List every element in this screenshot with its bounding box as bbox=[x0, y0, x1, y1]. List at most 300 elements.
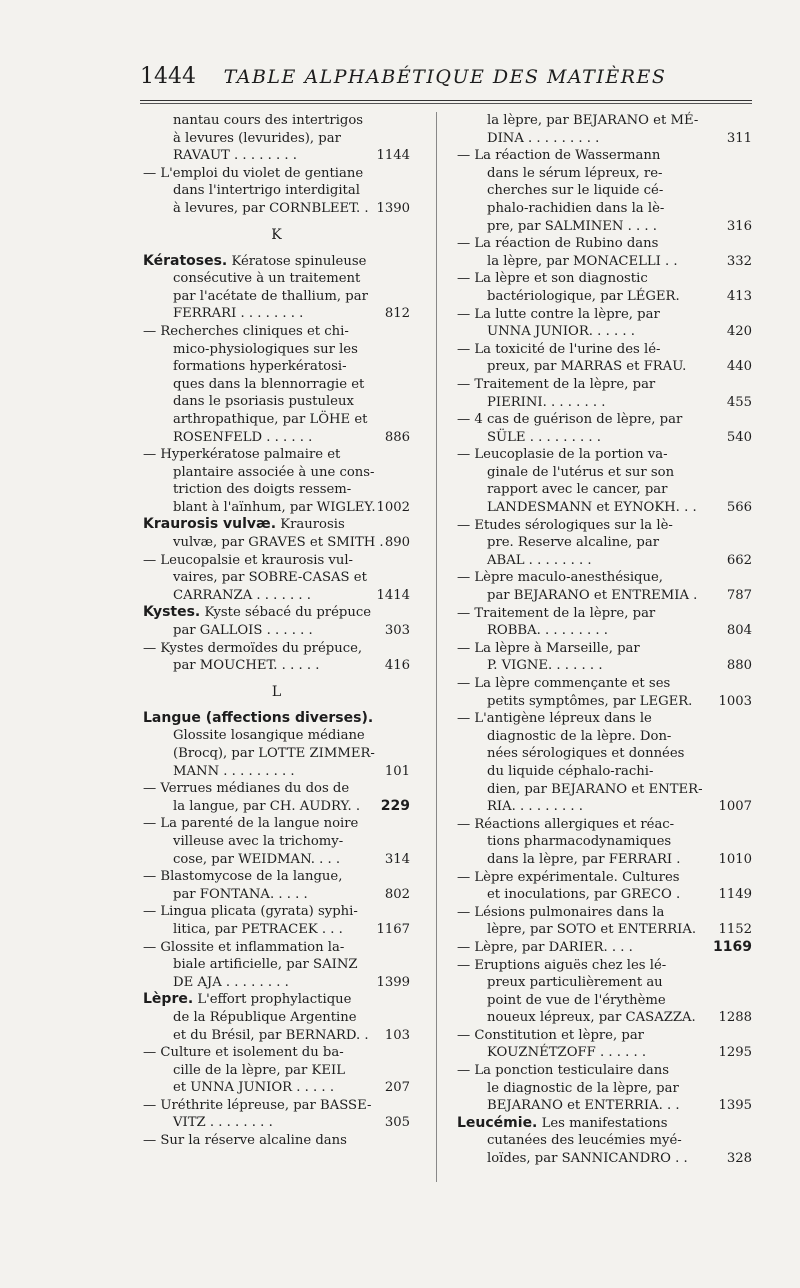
index-entry-body: — Lingua plicata (gyrata) syphi- bbox=[143, 904, 358, 920]
index-line bbox=[143, 939, 410, 957]
index-line bbox=[457, 323, 752, 341]
index-entry-text bbox=[487, 200, 664, 218]
index-entry-text bbox=[457, 270, 648, 288]
index-entry-body: BEJARANO et ENTERRIA. . . bbox=[487, 1098, 680, 1114]
section-letter-text: K bbox=[271, 226, 282, 243]
index-line bbox=[457, 921, 752, 939]
page-reference: 1295 bbox=[718, 1045, 752, 1061]
index-entry-text bbox=[143, 552, 353, 570]
index-entry-body: rapport avec le cancer, par bbox=[487, 482, 668, 498]
index-entry-text bbox=[173, 763, 295, 781]
index-entry-text bbox=[487, 165, 663, 183]
index-entry-body: et UNNA JUNIOR . . . . . bbox=[173, 1080, 335, 1096]
index-entry-text bbox=[487, 394, 605, 412]
index-entry-text bbox=[487, 1044, 646, 1062]
index-entry-body: — Sur la réserve alcaline dans bbox=[143, 1133, 347, 1149]
column-divider bbox=[436, 112, 437, 1182]
index-entry-body: — Kystes dermoïdes du prépuce, bbox=[143, 640, 363, 656]
page-reference: 1149 bbox=[718, 887, 752, 903]
index-entry-body: ROSENFELD . . . . . . bbox=[173, 429, 313, 445]
index-line bbox=[143, 1132, 410, 1150]
index-line bbox=[457, 253, 752, 271]
index-line bbox=[143, 270, 410, 288]
index-entry-body: preux, par MARRAS et FRAU. bbox=[487, 359, 687, 375]
page-reference: 1002 bbox=[376, 499, 410, 515]
page-reference: 787 bbox=[726, 588, 752, 604]
index-entry-body: cose, par WEIDMAN. . . . bbox=[173, 851, 341, 867]
index-entry-body: P. VIGNE. . . . . . . bbox=[487, 658, 603, 674]
page-reference: 1288 bbox=[718, 1010, 752, 1026]
index-line bbox=[143, 727, 410, 745]
index-entry-text bbox=[487, 781, 703, 799]
index-line bbox=[143, 411, 410, 429]
index-line bbox=[143, 464, 410, 482]
index-entry-body: — Traitement de la lèpre, par bbox=[457, 605, 656, 621]
index-entry-body: Les manifestations bbox=[537, 1115, 668, 1131]
index-entry-body: — La lèpre à Marseille, par bbox=[457, 640, 640, 656]
index-entry-body: — Réactions allergiques et réac- bbox=[457, 816, 675, 832]
index-entry-text bbox=[143, 604, 371, 622]
index-line bbox=[457, 675, 752, 693]
index-line bbox=[143, 1114, 410, 1132]
index-entry-text bbox=[487, 1009, 696, 1027]
index-line bbox=[457, 1097, 752, 1115]
index-line bbox=[143, 516, 410, 534]
index-entry-text bbox=[487, 745, 684, 763]
index-entry-text bbox=[143, 1132, 347, 1150]
index-line bbox=[143, 552, 410, 570]
index-entry-text bbox=[487, 534, 659, 552]
index-line bbox=[143, 112, 410, 130]
section-letter-text: L bbox=[271, 683, 282, 700]
index-line bbox=[457, 710, 752, 728]
section-letter bbox=[143, 675, 410, 710]
index-entry-body: — Etudes sérologiques sur la lè- bbox=[457, 517, 673, 533]
index-entry-text bbox=[487, 798, 583, 816]
section-letter bbox=[143, 218, 410, 253]
header-rule bbox=[140, 100, 752, 101]
index-line bbox=[457, 745, 752, 763]
index-line bbox=[457, 657, 752, 675]
index-entry-body: dans l'intertrigo interdigital bbox=[173, 183, 360, 199]
page-reference: 1390 bbox=[376, 200, 410, 216]
page-reference: 540 bbox=[726, 429, 752, 445]
index-keyword: Kératoses. bbox=[143, 252, 228, 269]
index-entry-text bbox=[487, 1097, 680, 1115]
index-entry-body: vaires, par SOBRE-CASAS et bbox=[173, 570, 367, 586]
index-line bbox=[457, 974, 752, 992]
index-line bbox=[457, 235, 752, 253]
page-reference: 420 bbox=[726, 324, 752, 340]
index-line bbox=[143, 1097, 410, 1115]
index-entry-text bbox=[457, 816, 674, 834]
index-entry-body: — La parenté de la langue noire bbox=[143, 816, 359, 832]
index-entry-body: L'effort prophylactique bbox=[193, 992, 352, 1008]
page-reference: 229 bbox=[380, 797, 410, 814]
page-reference: 303 bbox=[384, 623, 410, 639]
index-line bbox=[143, 446, 410, 464]
index-entry-body: phalo-rachidien dans la lè- bbox=[487, 200, 665, 216]
index-entry-body: — La réaction de Rubino dans bbox=[457, 236, 659, 252]
index-line bbox=[457, 1115, 752, 1133]
index-entry-body: pre. Reserve alcaline, par bbox=[487, 535, 660, 551]
index-entry-body: — La lèpre et son diagnostic bbox=[457, 271, 648, 287]
index-entry-body: DE AJA . . . . . . . . bbox=[173, 974, 289, 990]
page-reference: 1144 bbox=[376, 148, 410, 164]
index-entry-body: — 4 cas de guérison de lèpre, par bbox=[457, 412, 683, 428]
index-entry-text bbox=[487, 587, 697, 605]
index-entry-text bbox=[143, 1044, 344, 1062]
index-entry-body: le diagnostic de la lèpre, par bbox=[487, 1080, 679, 1096]
index-entry-body: SÜLE . . . . . . . . . bbox=[487, 429, 601, 445]
index-entry-text bbox=[143, 780, 349, 798]
index-entry-body: — La toxicité de l'urine des lé- bbox=[457, 341, 661, 357]
index-line bbox=[457, 534, 752, 552]
index-entry-text bbox=[173, 130, 341, 148]
page-reference: 1169 bbox=[713, 938, 752, 955]
index-entry-text bbox=[173, 587, 311, 605]
index-entry-text bbox=[487, 992, 666, 1010]
index-line bbox=[457, 464, 752, 482]
index-entry-body: tions pharmacodynamiques bbox=[487, 834, 672, 850]
index-entry-text bbox=[173, 622, 313, 640]
index-line bbox=[143, 604, 410, 622]
index-line bbox=[143, 1009, 410, 1027]
index-entry-body: FERRARI . . . . . . . . bbox=[173, 306, 304, 322]
index-entry-text bbox=[487, 130, 599, 148]
index-entry-body: et du Brésil, par BERNARD. . bbox=[173, 1027, 369, 1043]
index-entry-text bbox=[143, 446, 340, 464]
index-entry-text bbox=[143, 165, 363, 183]
index-entry-body: RIA. . . . . . . . . bbox=[487, 799, 583, 815]
index-line bbox=[457, 499, 752, 517]
index-entry-text bbox=[173, 429, 312, 447]
index-entry-text bbox=[173, 833, 343, 851]
index-entry-text bbox=[487, 921, 696, 939]
index-entry-text bbox=[457, 147, 660, 165]
index-entry-body: — La lèpre commençante et ses bbox=[457, 676, 671, 691]
index-entry-text bbox=[143, 939, 344, 957]
index-entry-body: — Traitement de la lèpre, par bbox=[457, 376, 656, 392]
index-entry-text bbox=[457, 869, 680, 887]
index-entry-text bbox=[487, 288, 680, 306]
index-entry-body: la lèpre, par MONACELLI . . bbox=[487, 253, 678, 269]
index-line bbox=[143, 780, 410, 798]
index-entry-text bbox=[173, 499, 376, 517]
index-entry-text bbox=[143, 640, 362, 658]
index-entry-body: — L'emploi du violet de gentiane bbox=[143, 165, 364, 181]
index-entry-text bbox=[487, 886, 680, 904]
index-entry-body: — Verrues médianes du dos de bbox=[143, 781, 350, 797]
page-reference: 207 bbox=[384, 1080, 410, 1096]
index-entry-text bbox=[457, 1062, 669, 1080]
index-entry-text bbox=[487, 253, 678, 271]
index-entry-text bbox=[457, 640, 640, 658]
index-line bbox=[457, 288, 752, 306]
index-entry-text bbox=[173, 341, 358, 359]
index-entry-text bbox=[487, 693, 692, 711]
index-line bbox=[457, 306, 752, 324]
page-reference: 328 bbox=[726, 1151, 752, 1167]
index-entry-body: ROBBA. . . . . . . . . bbox=[487, 623, 608, 639]
index-line bbox=[457, 358, 752, 376]
index-entry-text bbox=[173, 200, 369, 218]
index-entry-body: — Eruptions aiguës chez les lé- bbox=[457, 957, 667, 973]
index-entry-body: lèpre, par SOTO et ENTERRIA. bbox=[487, 922, 697, 938]
index-entry-text bbox=[143, 903, 358, 921]
index-entry-body: VITZ . . . . . . . . bbox=[173, 1115, 273, 1131]
index-entry-body: — Constitution et lèpre, par bbox=[457, 1027, 644, 1043]
index-entry-body: petits symptômes, par LEGER. bbox=[487, 693, 693, 709]
page-reference: 1399 bbox=[376, 974, 410, 990]
index-line bbox=[143, 868, 410, 886]
index-entry-text bbox=[173, 974, 289, 992]
index-line bbox=[457, 130, 752, 148]
page-reference: 1003 bbox=[718, 693, 752, 709]
index-entry-text bbox=[457, 605, 655, 623]
index-line bbox=[143, 165, 410, 183]
page-reference: 812 bbox=[384, 306, 410, 322]
index-line bbox=[457, 446, 752, 464]
index-entry-text bbox=[173, 745, 375, 763]
page-reference: 566 bbox=[726, 500, 752, 516]
index-entry-body: villeuse avec la trichomy- bbox=[173, 833, 344, 849]
index-line bbox=[143, 534, 410, 552]
page-reference: 804 bbox=[726, 623, 752, 639]
index-line bbox=[457, 781, 752, 799]
page-reference: 311 bbox=[726, 130, 752, 146]
index-entry-text bbox=[457, 939, 633, 957]
index-entry-body: Kraurosis bbox=[276, 517, 345, 533]
index-line bbox=[457, 165, 752, 183]
index-entry-body: cutanées des leucémies myé- bbox=[487, 1133, 682, 1149]
index-entry-body: — Leucoplasie de la portion va- bbox=[457, 447, 668, 463]
page-reference: 1395 bbox=[718, 1098, 752, 1114]
index-line bbox=[457, 569, 752, 587]
index-entry-body: CARRANZA . . . . . . . bbox=[173, 587, 311, 603]
page-reference: 413 bbox=[726, 288, 752, 304]
index-entry-text bbox=[487, 1080, 679, 1098]
index-entry-text bbox=[173, 1079, 334, 1097]
page-reference: 886 bbox=[384, 429, 410, 445]
index-line bbox=[143, 481, 410, 499]
index-entry-body: à levures, par CORNBLEET. . bbox=[173, 200, 369, 216]
index-line bbox=[457, 957, 752, 975]
index-entry-body: preux particulièrement au bbox=[487, 975, 663, 991]
index-entry-text bbox=[173, 851, 340, 869]
index-entry-text bbox=[457, 235, 658, 253]
index-line bbox=[457, 763, 752, 781]
page-number: 1444 bbox=[140, 64, 196, 89]
index-line bbox=[457, 552, 752, 570]
index-entry-body: ginale de l'utérus et sur son bbox=[487, 464, 675, 480]
page-reference: 305 bbox=[384, 1115, 410, 1131]
index-entry-body: la langue, par CH. AUDRY. . bbox=[173, 798, 361, 814]
index-keyword: Kystes. bbox=[143, 604, 201, 621]
index-line bbox=[457, 833, 752, 851]
index-entry-text bbox=[173, 376, 364, 394]
index-entry-body: à levures (levurides), par bbox=[173, 130, 341, 146]
page-reference: 440 bbox=[726, 359, 752, 375]
index-line bbox=[143, 288, 410, 306]
index-entry-text bbox=[487, 1132, 682, 1150]
index-line bbox=[143, 1027, 410, 1045]
index-entry-text bbox=[457, 569, 663, 587]
index-entry-text bbox=[173, 411, 367, 429]
index-line bbox=[457, 693, 752, 711]
index-entry-body: dans le psoriasis pustuleux bbox=[173, 394, 354, 410]
index-line bbox=[457, 605, 752, 623]
index-line bbox=[143, 640, 410, 658]
index-keyword: Kraurosis vulvæ. bbox=[143, 516, 277, 533]
page-reference: 416 bbox=[384, 658, 410, 674]
index-line bbox=[457, 1044, 752, 1062]
index-entry-body: loïdes, par SANNICANDRO . . bbox=[487, 1151, 688, 1167]
index-entry-text bbox=[457, 517, 673, 535]
index-line bbox=[457, 728, 752, 746]
index-entry-body: — Lèpre maculo-anesthésique, bbox=[457, 570, 663, 586]
index-entry-body: — Leucopalsie et kraurosis vul- bbox=[143, 552, 354, 568]
index-line bbox=[143, 903, 410, 921]
index-line bbox=[143, 323, 410, 341]
index-entry-body: MANN . . . . . . . . . bbox=[173, 763, 295, 779]
index-line bbox=[143, 851, 410, 869]
page-reference: 890 bbox=[384, 535, 410, 551]
index-entry-text bbox=[173, 727, 365, 745]
index-line bbox=[143, 622, 410, 640]
index-entry-text bbox=[457, 341, 660, 359]
index-line bbox=[143, 710, 410, 728]
page-reference: 455 bbox=[726, 394, 752, 410]
index-entry-body: par MOUCHET. . . . . . bbox=[173, 658, 320, 674]
index-entry-text bbox=[173, 393, 354, 411]
index-line bbox=[457, 939, 752, 957]
index-line bbox=[143, 833, 410, 851]
index-entry-text bbox=[487, 218, 657, 236]
index-entry-text bbox=[143, 323, 349, 341]
index-entry-text bbox=[487, 323, 635, 341]
index-keyword: Langue (affections diverses). bbox=[143, 709, 374, 726]
index-line bbox=[143, 763, 410, 781]
index-line bbox=[457, 798, 752, 816]
index-line bbox=[457, 622, 752, 640]
index-line bbox=[143, 393, 410, 411]
index-line bbox=[457, 587, 752, 605]
index-line bbox=[457, 147, 752, 165]
index-entry-text bbox=[173, 358, 347, 376]
index-entry-body: — Recherches cliniques et chi- bbox=[143, 323, 349, 339]
index-line bbox=[457, 851, 752, 869]
index-line bbox=[457, 904, 752, 922]
index-line bbox=[143, 305, 410, 323]
index-entry-text bbox=[457, 376, 655, 394]
index-entry-text bbox=[173, 1114, 273, 1132]
index-line bbox=[143, 1044, 410, 1062]
index-entry-text bbox=[173, 569, 367, 587]
index-entry-body: (Brocq), par LOTTE ZIMMER- bbox=[173, 746, 375, 761]
index-line bbox=[457, 376, 752, 394]
index-entry-text bbox=[173, 481, 351, 499]
index-entry-text bbox=[487, 499, 697, 517]
index-entry-text bbox=[173, 798, 360, 816]
index-entry-body: — Lèpre expérimentale. Cultures bbox=[457, 869, 680, 885]
index-line bbox=[457, 1132, 752, 1150]
index-entry-body: — Lèpre, par DARIER. . . . bbox=[457, 939, 633, 955]
index-entry-body: nantau cours des intertrigos bbox=[173, 113, 364, 128]
index-line bbox=[143, 200, 410, 218]
page-reference: 1007 bbox=[718, 799, 752, 815]
index-entry-body: du liquide céphalo-rachi- bbox=[487, 763, 654, 779]
index-entry-body: noueux lépreux, par CASAZZA. bbox=[487, 1010, 696, 1026]
index-entry-body: Kératose spinuleuse bbox=[227, 253, 367, 269]
index-entry-body: par GALLOIS . . . . . . bbox=[173, 623, 313, 639]
index-entry-text bbox=[487, 481, 667, 499]
index-entry-text bbox=[143, 1097, 371, 1115]
index-entry-text bbox=[487, 763, 653, 781]
index-entry-text bbox=[457, 446, 668, 464]
index-entry-body: LANDESMANN et EYNOKH. . . bbox=[487, 500, 697, 516]
index-entry-text bbox=[173, 921, 343, 939]
index-line bbox=[457, 640, 752, 658]
index-entry-text bbox=[173, 112, 363, 130]
index-entry-body: — Culture et isolement du ba- bbox=[143, 1045, 344, 1061]
page-reference: 1414 bbox=[376, 587, 410, 603]
index-entry-body: ques dans la blennorragie et bbox=[173, 376, 365, 392]
index-entry-body: DINA . . . . . . . . . bbox=[487, 130, 600, 146]
index-entry-body: blant à l'aïnhum, par WIGLEY. bbox=[173, 499, 376, 515]
index-entry-body: Kyste sébacé du prépuce bbox=[200, 605, 372, 621]
index-entry-text bbox=[487, 552, 592, 570]
index-entry-body: — Blastomycose de la langue, bbox=[143, 869, 343, 885]
index-entry-body: plantaire associée à une cons- bbox=[173, 464, 375, 480]
index-entry-text bbox=[173, 182, 360, 200]
index-line bbox=[143, 587, 410, 605]
index-entry-body: — La lutte contre la lèpre, par bbox=[457, 306, 660, 322]
index-entry-body: bactériologique, par LÉGER. bbox=[487, 288, 680, 304]
index-entry-text bbox=[143, 868, 342, 886]
index-line bbox=[457, 816, 752, 834]
index-entry-text bbox=[457, 675, 670, 693]
index-line bbox=[457, 112, 752, 130]
index-line bbox=[143, 815, 410, 833]
page-reference: 880 bbox=[726, 658, 752, 674]
index-entry-body: par FONTANA. . . . . bbox=[173, 886, 308, 902]
index-entry-body: ABAL . . . . . . . . bbox=[487, 552, 592, 568]
index-line bbox=[457, 869, 752, 887]
index-entry-body: et inoculations, par GRECO . bbox=[487, 887, 681, 903]
index-line bbox=[143, 499, 410, 517]
index-line bbox=[143, 956, 410, 974]
index-entry-text bbox=[143, 710, 373, 728]
index-entry-text bbox=[173, 886, 308, 904]
index-entry-body: pre, par SALMINEN . . . . bbox=[487, 218, 658, 234]
index-entry-text bbox=[457, 957, 666, 975]
index-line bbox=[143, 130, 410, 148]
index-line bbox=[457, 429, 752, 447]
index-entry-body: — Lésions pulmonaires dans la bbox=[457, 904, 665, 920]
index-line bbox=[457, 1009, 752, 1027]
index-line bbox=[143, 886, 410, 904]
index-line bbox=[457, 270, 752, 288]
index-line bbox=[457, 886, 752, 904]
running-title: TABLE ALPHABÉTIQUE DES MATIÈRES bbox=[223, 66, 667, 88]
index-entry-body: par l'acétate de thallium, par bbox=[173, 288, 368, 304]
index-entry-body: formations hyperkératosi- bbox=[173, 359, 347, 375]
index-entry-body: — Hyperkératose palmaire et bbox=[143, 447, 341, 463]
index-entry-body: consécutive à un traitement bbox=[173, 271, 361, 287]
index-entry-body: par BEJARANO et ENTREMIA . bbox=[487, 588, 698, 604]
index-entry-text bbox=[487, 833, 671, 851]
